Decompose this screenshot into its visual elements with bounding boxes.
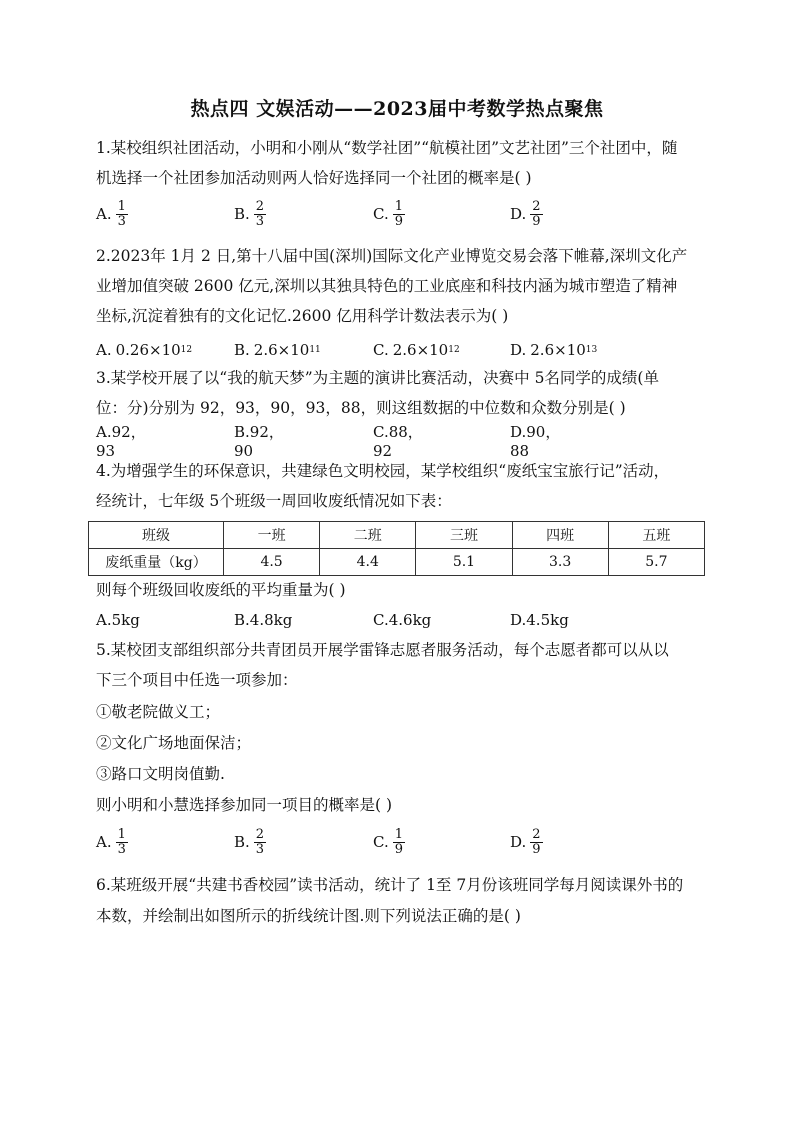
q3-option-d[interactable]: D.90，88 — [510, 422, 561, 460]
waste-paper-table — [88, 521, 705, 576]
q2-option-b[interactable]: B. 2.6×10 11 — [234, 341, 321, 359]
q3-line-1: 3.某学校开展了以“我的航天梦”为主题的演讲比赛活动，决赛中 5名同学的成绩(单 — [96, 369, 659, 387]
table-cell: 4.5 — [224, 549, 320, 576]
fraction: $\frac{1}{3}$ — [117, 198, 126, 229]
q2-option-a[interactable]: A. 0.26×10 12 — [96, 341, 193, 359]
q3-option-b[interactable]: B.92，90 — [234, 422, 284, 460]
q2-option-d[interactable]: D. 2.6×10 13 — [510, 341, 598, 359]
fraction: $\frac{2}{3}$ — [255, 826, 265, 857]
table-header-cell: 二班 — [320, 522, 416, 549]
q1-option-c[interactable]: C. $\frac{1}{9}$ — [373, 198, 403, 229]
table-header-cell: 三班 — [416, 522, 512, 549]
q5-option-b[interactable]: B. $\frac{2}{3}$ — [234, 826, 265, 857]
q2-option-c[interactable]: C. 2.6×10 12 — [373, 341, 460, 359]
table-cell: 3.3 — [512, 549, 608, 576]
q6-line-1: 6.某班级开展“共建书香校园”读书活动，统计了 1至 7月份该班同学每月阅读课外书的 — [96, 876, 684, 894]
q2-line-3: 坐标,沉淀着独有的文化记忆.2600 亿用科学计数法表示为( ) — [96, 307, 509, 325]
table-row — [89, 549, 705, 576]
q5-option-c[interactable]: C. $\frac{1}{9}$ — [373, 826, 403, 857]
q4-option-a[interactable]: A.5kg — [96, 611, 140, 629]
table-cell: 5.1 — [416, 549, 512, 576]
q4-option-d[interactable]: D.4.5kg — [510, 611, 569, 629]
fraction: $\frac{2}{9}$ — [532, 826, 541, 857]
q4-line-1: 4.为增强学生的环保意识，共建绿色文明校园，某学校组织“废纸宝宝旅行记”活动， — [96, 462, 670, 480]
page-title: 热点四 文娱活动——2023届中考数学热点聚焦 — [190, 98, 604, 120]
table-header-cell: 一班 — [224, 522, 320, 549]
q1-option-d[interactable]: D. $\frac{2}{9}$ — [510, 198, 541, 229]
q4-line-after: 则每个班级回收废纸的平均重量为( ) — [96, 581, 346, 599]
q5-line-6: 则小明和小慧选择参加同一项目的概率是( ) — [96, 796, 393, 814]
table-header-cell: 四班 — [512, 522, 608, 549]
q5-line-2: 下三个项目中任选一项参加： — [96, 671, 298, 689]
q1-option-a[interactable]: A. $\frac{1}{3}$ — [96, 198, 126, 229]
q3-option-a[interactable]: A.92，93 — [96, 422, 146, 460]
q4-option-c[interactable]: C.4.6kg — [373, 611, 432, 629]
table-header-row — [89, 522, 705, 549]
fraction: $\frac{1}{9}$ — [394, 826, 403, 857]
table-cell: 废纸重量（kg） — [89, 549, 224, 576]
q3-line-2: 位：分)分别为 92，93，90，93，88，则这组数据的中位数和众数分别是( ) — [96, 399, 626, 417]
q3-option-c[interactable]: C.88，92 — [373, 422, 423, 460]
fraction: $\frac{1}{9}$ — [394, 198, 403, 229]
q2-line-2: 业增加值突破 2600 亿元,深圳以其独具特色的工业底座和科技内涵为城市塑造了精神 — [96, 277, 678, 295]
q4-line-2: 经统计，七年级 5个班级一周回收废纸情况如下表： — [96, 492, 452, 510]
table-cell: 4.4 — [320, 549, 416, 576]
q1-line-1: 1.某校组织社团活动，小明和小刚从“数学社团”“航模社团”文艺社团”三个社团中，随 — [96, 139, 678, 157]
q5-line-5: ③路口文明岗值勤. — [96, 765, 225, 783]
table-cell: 5.7 — [608, 549, 704, 576]
fraction: $\frac{1}{3}$ — [117, 826, 126, 857]
q2-line-1: 2.2023年 1月 2 日,第十八届中国(深圳)国际文化产业博览交易会落下帷幕,深圳文化产 — [96, 247, 688, 265]
q5-line-4: ②文化广场地面保洁； — [96, 734, 252, 752]
q5-option-a[interactable]: A. $\frac{1}{3}$ — [96, 826, 126, 857]
table-header-cell: 班级 — [89, 522, 224, 549]
fraction: $\frac{2}{9}$ — [532, 198, 541, 229]
q4-option-b[interactable]: B.4.8kg — [234, 611, 293, 629]
q6-line-2: 本数，并绘制出如图所示的折线统计图.则下列说法正确的是( ) — [96, 907, 521, 925]
fraction: $\frac{2}{3}$ — [255, 198, 265, 229]
table-header-cell: 五班 — [608, 522, 704, 549]
q1-line-2: 机选择一个社团参加活动则两人恰好选择同一个社团的概率是( ) — [96, 169, 532, 187]
q5-line-1: 5.某校团支部组织部分共青团员开展学雷锋志愿者服务活动，每个志愿者都可以从以 — [96, 641, 669, 659]
q5-line-3: ①敬老院做义工； — [96, 703, 221, 721]
q1-option-b[interactable]: B. $\frac{2}{3}$ — [234, 198, 265, 229]
q5-option-d[interactable]: D. $\frac{2}{9}$ — [510, 826, 541, 857]
